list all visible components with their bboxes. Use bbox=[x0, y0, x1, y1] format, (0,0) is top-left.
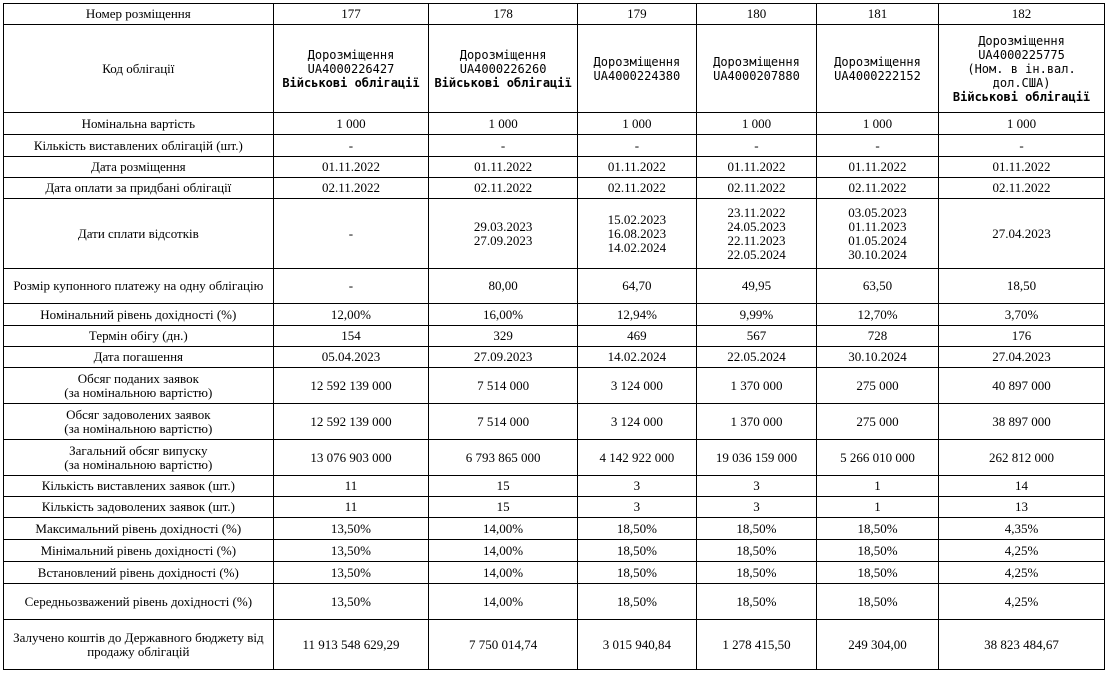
value-cell: 275 000 bbox=[816, 368, 938, 404]
value-cell: 22.05.2024 bbox=[696, 347, 816, 368]
value-cell: 11 913 548 629,29 bbox=[273, 620, 429, 670]
bond-code-text: Дорозміщення UA4000226427 bbox=[307, 47, 395, 76]
value-cell: 40 897 000 bbox=[939, 368, 1105, 404]
row-label: Кількість виставлених облігацій (шт.) bbox=[4, 135, 274, 157]
value-cell: 275 000 bbox=[816, 404, 938, 440]
header-cell: 178 bbox=[429, 4, 578, 25]
value-cell: 5 266 010 000 bbox=[816, 440, 938, 476]
row-label: Встановлений рівень дохідності (%) bbox=[4, 562, 274, 584]
value-cell: 262 812 000 bbox=[939, 440, 1105, 476]
military-bond-label: Військові облігації bbox=[952, 89, 1091, 104]
value-cell: 1 370 000 bbox=[696, 404, 816, 440]
bond-code-row bbox=[4, 25, 1105, 113]
value-cell: 1 000 bbox=[577, 113, 696, 135]
value-cell: 15 bbox=[429, 497, 578, 518]
value-cell: - bbox=[273, 199, 429, 269]
value-cell: 12 592 139 000 bbox=[273, 368, 429, 404]
value-cell: 01.11.2022 bbox=[816, 157, 938, 178]
table-row bbox=[4, 562, 1105, 584]
value-cell: 15.02.2023 16.08.2023 14.02.2024 bbox=[577, 199, 696, 269]
value-cell: 13,50% bbox=[273, 540, 429, 562]
value-cell: 12,94% bbox=[577, 304, 696, 326]
value-cell: 13 076 903 000 bbox=[273, 440, 429, 476]
value-cell: 38 897 000 bbox=[939, 404, 1105, 440]
value-cell: 14.02.2024 bbox=[577, 347, 696, 368]
value-cell: - bbox=[816, 135, 938, 157]
bond-code-cell bbox=[577, 25, 696, 113]
value-cell: 80,00 bbox=[429, 269, 578, 304]
value-cell: 12,00% bbox=[273, 304, 429, 326]
value-cell: 18,50% bbox=[696, 584, 816, 620]
value-cell: 3,70% bbox=[939, 304, 1105, 326]
value-cell: 18,50% bbox=[577, 562, 696, 584]
table-row bbox=[4, 269, 1105, 304]
row-label: Номінальний рівень дохідності (%) bbox=[4, 304, 274, 326]
table-row bbox=[4, 368, 1105, 404]
value-cell: 3 124 000 bbox=[577, 404, 696, 440]
value-cell: 9,99% bbox=[696, 304, 816, 326]
header-cell: 180 bbox=[696, 4, 816, 25]
value-cell: 1 000 bbox=[273, 113, 429, 135]
row-label: Максимальний рівень дохідності (%) bbox=[4, 518, 274, 540]
value-cell: 4,25% bbox=[939, 584, 1105, 620]
value-cell: 4,25% bbox=[939, 540, 1105, 562]
value-cell: 11 bbox=[273, 476, 429, 497]
value-cell: 16,00% bbox=[429, 304, 578, 326]
value-cell: 1 bbox=[816, 497, 938, 518]
value-cell: 4 142 922 000 bbox=[577, 440, 696, 476]
value-cell: 3 bbox=[696, 476, 816, 497]
value-cell: 1 000 bbox=[429, 113, 578, 135]
table-row bbox=[4, 347, 1105, 368]
value-cell: 154 bbox=[273, 326, 429, 347]
value-cell: 02.11.2022 bbox=[939, 178, 1105, 199]
value-cell: 728 bbox=[816, 326, 938, 347]
table-row bbox=[4, 404, 1105, 440]
value-cell: 12 592 139 000 bbox=[273, 404, 429, 440]
value-cell: - bbox=[273, 135, 429, 157]
row-label: Загальний обсяг випуску (за номінальною вартістю) bbox=[4, 440, 274, 476]
value-cell: 02.11.2022 bbox=[577, 178, 696, 199]
table-row bbox=[4, 178, 1105, 199]
value-cell: 14,00% bbox=[429, 540, 578, 562]
value-cell: 01.11.2022 bbox=[577, 157, 696, 178]
row-label: Термін обігу (дн.) bbox=[4, 326, 274, 347]
value-cell: 329 bbox=[429, 326, 578, 347]
value-cell: - bbox=[696, 135, 816, 157]
header-cell: 177 bbox=[273, 4, 429, 25]
row-label: Дата розміщення bbox=[4, 157, 274, 178]
row-label: Кількість виставлених заявок (шт.) bbox=[4, 476, 274, 497]
value-cell: 3 015 940,84 bbox=[577, 620, 696, 670]
value-cell: 13,50% bbox=[273, 562, 429, 584]
value-cell: 18,50% bbox=[816, 540, 938, 562]
value-cell: 1 370 000 bbox=[696, 368, 816, 404]
table-row bbox=[4, 304, 1105, 326]
value-cell: 29.03.2023 27.09.2023 bbox=[429, 199, 578, 269]
value-cell: 249 304,00 bbox=[816, 620, 938, 670]
bond-code-text: Дорозміщення UA4000222152 bbox=[834, 54, 921, 83]
bond-code-cell bbox=[696, 25, 816, 113]
value-cell: 18,50 bbox=[939, 269, 1105, 304]
value-cell: 567 bbox=[696, 326, 816, 347]
row-label: Обсяг задоволених заявок (за номінальною вартістю) bbox=[4, 404, 274, 440]
value-cell: 38 823 484,67 bbox=[939, 620, 1105, 670]
value-cell: 18,50% bbox=[816, 518, 938, 540]
value-cell: 14,00% bbox=[429, 518, 578, 540]
value-cell: 1 000 bbox=[939, 113, 1105, 135]
table-row bbox=[4, 540, 1105, 562]
table-row bbox=[4, 113, 1105, 135]
placement-results-table bbox=[3, 3, 1105, 670]
value-cell: 27.04.2023 bbox=[939, 347, 1105, 368]
military-bond-label: Військові облігації bbox=[282, 75, 420, 90]
value-cell: 14,00% bbox=[429, 584, 578, 620]
value-cell: 18,50% bbox=[577, 540, 696, 562]
value-cell: 176 bbox=[939, 326, 1105, 347]
value-cell: 4,25% bbox=[939, 562, 1105, 584]
row-label: Номінальна вартість bbox=[4, 113, 274, 135]
header-row bbox=[4, 4, 1105, 25]
value-cell: 01.11.2022 bbox=[429, 157, 578, 178]
value-cell: - bbox=[429, 135, 578, 157]
value-cell: 01.11.2022 bbox=[939, 157, 1105, 178]
value-cell: 1 bbox=[816, 476, 938, 497]
value-cell: 49,95 bbox=[696, 269, 816, 304]
value-cell: 3 bbox=[577, 497, 696, 518]
value-cell: 02.11.2022 bbox=[273, 178, 429, 199]
table-row bbox=[4, 326, 1105, 347]
value-cell: 30.10.2024 bbox=[816, 347, 938, 368]
value-cell: 3 bbox=[696, 497, 816, 518]
table-row bbox=[4, 497, 1105, 518]
value-cell: 12,70% bbox=[816, 304, 938, 326]
value-cell: 14 bbox=[939, 476, 1105, 497]
table-row bbox=[4, 440, 1105, 476]
bond-code-cell bbox=[429, 25, 578, 113]
table-row bbox=[4, 476, 1105, 497]
row-label: Кількість задоволених заявок (шт.) bbox=[4, 497, 274, 518]
value-cell: - bbox=[273, 269, 429, 304]
military-bond-label: Військові облігації bbox=[434, 75, 572, 90]
row-label: Дата погашення bbox=[4, 347, 274, 368]
value-cell: 3 bbox=[577, 476, 696, 497]
value-cell: 11 bbox=[273, 497, 429, 518]
row-label: Мінімальний рівень дохідності (%) bbox=[4, 540, 274, 562]
row-label: Розмір купонного платежу на одну облігацію bbox=[4, 269, 274, 304]
row-label: Середньозважений рівень дохідності (%) bbox=[4, 584, 274, 620]
bond-code-text: Дорозміщення UA4000207880 bbox=[713, 54, 800, 83]
row-label: Залучено коштів до Державного бюджету від продажу облігацій bbox=[4, 620, 274, 670]
value-cell: 27.09.2023 bbox=[429, 347, 578, 368]
value-cell: 02.11.2022 bbox=[429, 178, 578, 199]
value-cell: 02.11.2022 bbox=[816, 178, 938, 199]
row-label: Дати сплати відсотків bbox=[4, 199, 274, 269]
header-cell: 182 bbox=[939, 4, 1105, 25]
value-cell: 7 750 014,74 bbox=[429, 620, 578, 670]
bond-code-cell bbox=[939, 25, 1105, 113]
bond-code-text: Дорозміщення UA4000226260 bbox=[459, 47, 547, 76]
value-cell: 02.11.2022 bbox=[696, 178, 816, 199]
bond-code-text: Дорозміщення UA4000224380 bbox=[593, 54, 681, 83]
value-cell: 469 bbox=[577, 326, 696, 347]
value-cell: 63,50 bbox=[816, 269, 938, 304]
table-row bbox=[4, 620, 1105, 670]
row-label: Номер розміщення bbox=[4, 4, 274, 25]
bond-code-cell bbox=[816, 25, 938, 113]
value-cell: 18,50% bbox=[696, 562, 816, 584]
value-cell: 19 036 159 000 bbox=[696, 440, 816, 476]
value-cell: 13 bbox=[939, 497, 1105, 518]
table-row bbox=[4, 584, 1105, 620]
value-cell: 7 514 000 bbox=[429, 404, 578, 440]
row-label: Обсяг поданих заявок (за номінальною вартістю) bbox=[4, 368, 274, 404]
table-row bbox=[4, 157, 1105, 178]
value-cell: 1 000 bbox=[696, 113, 816, 135]
value-cell: 4,35% bbox=[939, 518, 1105, 540]
value-cell: - bbox=[577, 135, 696, 157]
value-cell: 18,50% bbox=[577, 584, 696, 620]
row-label: Код облігації bbox=[4, 25, 274, 113]
value-cell: 18,50% bbox=[816, 562, 938, 584]
value-cell: 15 bbox=[429, 476, 578, 497]
value-cell: - bbox=[939, 135, 1105, 157]
table-row bbox=[4, 518, 1105, 540]
table-row bbox=[4, 199, 1105, 269]
value-cell: 64,70 bbox=[577, 269, 696, 304]
value-cell: 13,50% bbox=[273, 584, 429, 620]
value-cell: 18,50% bbox=[816, 584, 938, 620]
bond-code-cell bbox=[273, 25, 429, 113]
value-cell: 13,50% bbox=[273, 518, 429, 540]
value-cell: 1 278 415,50 bbox=[696, 620, 816, 670]
value-cell: 05.04.2023 bbox=[273, 347, 429, 368]
value-cell: 01.11.2022 bbox=[696, 157, 816, 178]
bond-code-text: Дорозміщення UA4000225775 (Ном. в ін.вал. дол.США) bbox=[967, 33, 1076, 90]
value-cell: 6 793 865 000 bbox=[429, 440, 578, 476]
table-row bbox=[4, 135, 1105, 157]
row-label: Дата оплати за придбані облігації bbox=[4, 178, 274, 199]
header-cell: 179 bbox=[577, 4, 696, 25]
value-cell: 23.11.2022 24.05.2023 22.11.2023 22.05.2024 bbox=[696, 199, 816, 269]
value-cell: 01.11.2022 bbox=[273, 157, 429, 178]
value-cell: 18,50% bbox=[696, 518, 816, 540]
value-cell: 27.04.2023 bbox=[939, 199, 1105, 269]
value-cell: 1 000 bbox=[816, 113, 938, 135]
header-cell: 181 bbox=[816, 4, 938, 25]
value-cell: 14,00% bbox=[429, 562, 578, 584]
value-cell: 18,50% bbox=[577, 518, 696, 540]
value-cell: 7 514 000 bbox=[429, 368, 578, 404]
value-cell: 18,50% bbox=[696, 540, 816, 562]
value-cell: 3 124 000 bbox=[577, 368, 696, 404]
value-cell: 03.05.2023 01.11.2023 01.05.2024 30.10.2024 bbox=[816, 199, 938, 269]
